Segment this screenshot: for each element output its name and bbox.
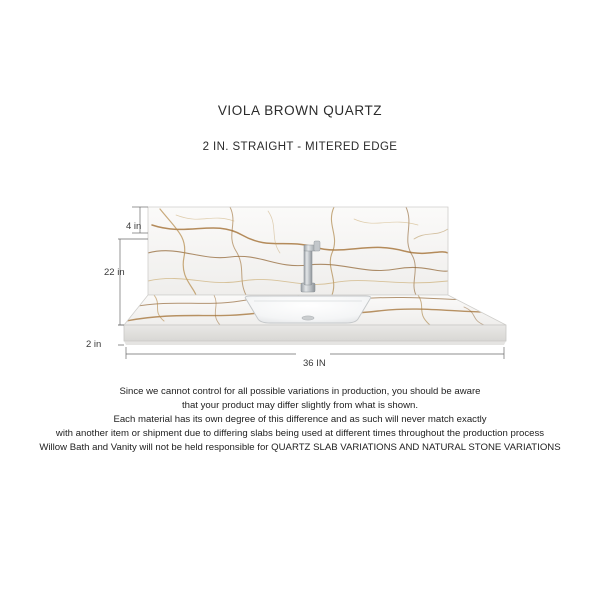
page-subtitle: 2 IN. STRAIGHT - MITERED EDGE xyxy=(202,141,398,153)
dimension-label-depth: 22 in xyxy=(104,267,125,278)
disclaimer-line-1: Since we cannot control for all possible variations in production, you should be aware xyxy=(119,386,481,397)
dimension-label-thickness: 2 in xyxy=(86,339,102,350)
disclaimer-line-4: with another item or shipment due to differing slabs being used at different times throughout the production process xyxy=(55,428,545,439)
disclaimer-line-3: Each material has its own degree of this difference and as such will never match exactly xyxy=(113,414,487,425)
page-title: VIOLA BROWN QUARTZ xyxy=(217,103,383,118)
disclaimer-line-5: Willow Bath and Vanity will not be held responsible for QUARTZ SLAB VARIATIONS AND NATURAL STONE VARIATIONS xyxy=(39,442,561,453)
dimension-label-width: 36 IN xyxy=(303,358,326,369)
dimension-label-backsplash-height: 4 in xyxy=(126,221,142,232)
disclaimer-line-2: that your product may differ slightly from what is shown. xyxy=(181,400,419,411)
vanity-top-illustration xyxy=(118,195,508,360)
disclaimer-text xyxy=(0,385,600,455)
